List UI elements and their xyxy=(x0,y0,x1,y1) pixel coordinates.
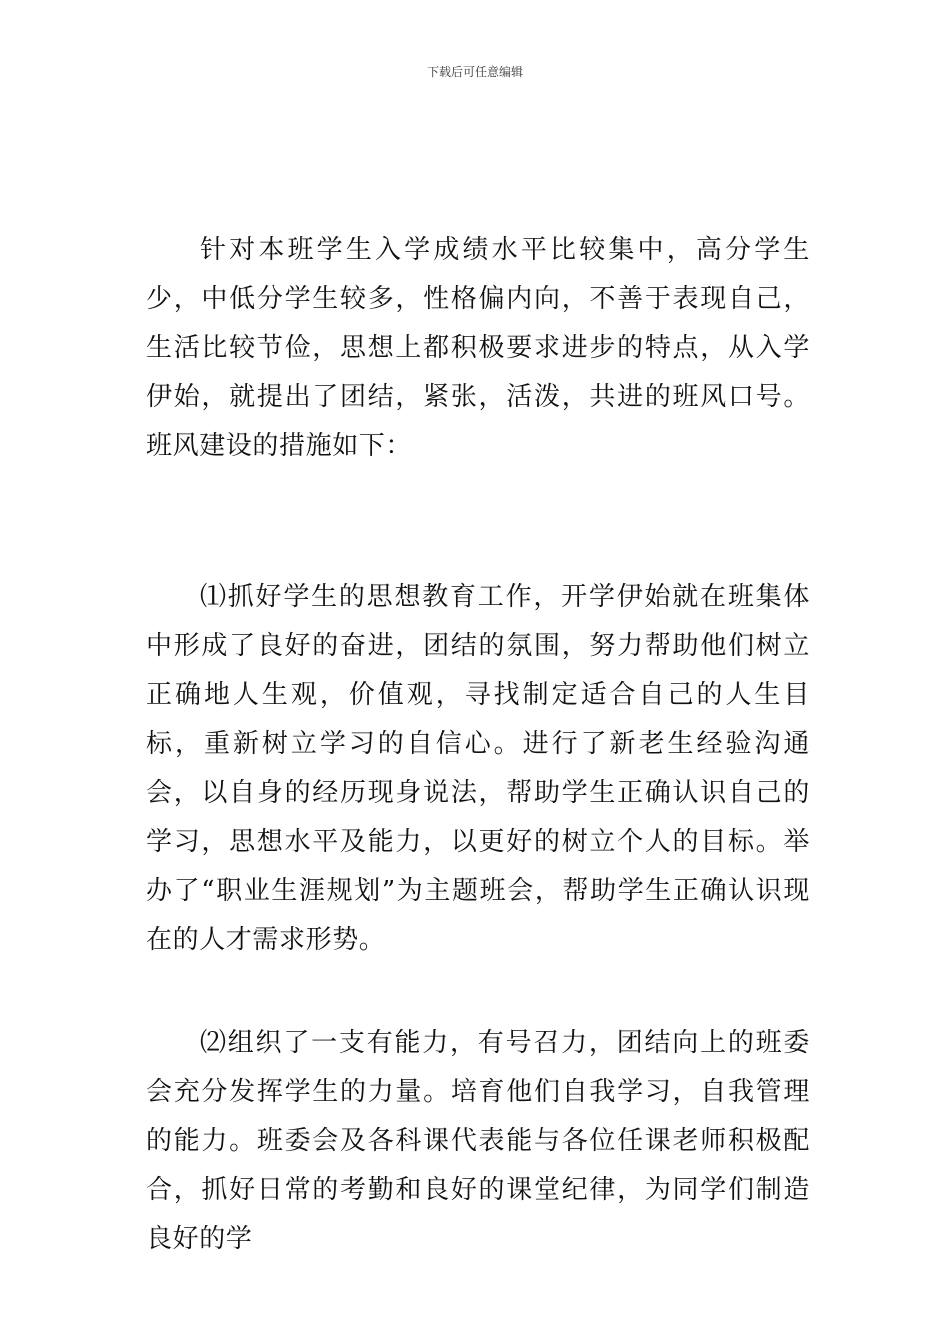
page-header: 下载后可任意编辑 xyxy=(426,65,523,79)
paragraph-intro: 针对本班学生入学成绩水平比较集中，高分学生少，中低分学生较多，性格偏内向，不善于表现自己，生活比较节俭，思想上都积极要求进步的特点，从入学伊始，就提出了团结，紧张，活泼，共进的班风口号。班风建设的措施如下： xyxy=(146,235,810,461)
paragraph-item-1: ⑴抓好学生的思想教育工作，开学伊始就在班集体中形成了良好的奋进，团结的氛围，努力帮助他们树立正确地人生观，价值观，寻找制定适合自己的人生目标，重新树立学习的自信心。进行了新老生经验沟通会，以自身的经历现身说法，帮助学生正确认识自己的学习，思想水平及能力，以更好的树立个人的目标。举办了“职业生涯规划”为主题班会，帮助学生正确认识现在的人才需求形势。 xyxy=(146,582,810,955)
paragraph-item-2: ⑵组织了一支有能力，有号召力，团结向上的班委会充分发挥学生的力量。培育他们自我学习，自我管理的能力。班委会及各科课代表能与各位任课老师积极配合，抓好日常的考勤和良好的课堂纪律，为同学们制造良好的学 xyxy=(146,1028,810,1254)
